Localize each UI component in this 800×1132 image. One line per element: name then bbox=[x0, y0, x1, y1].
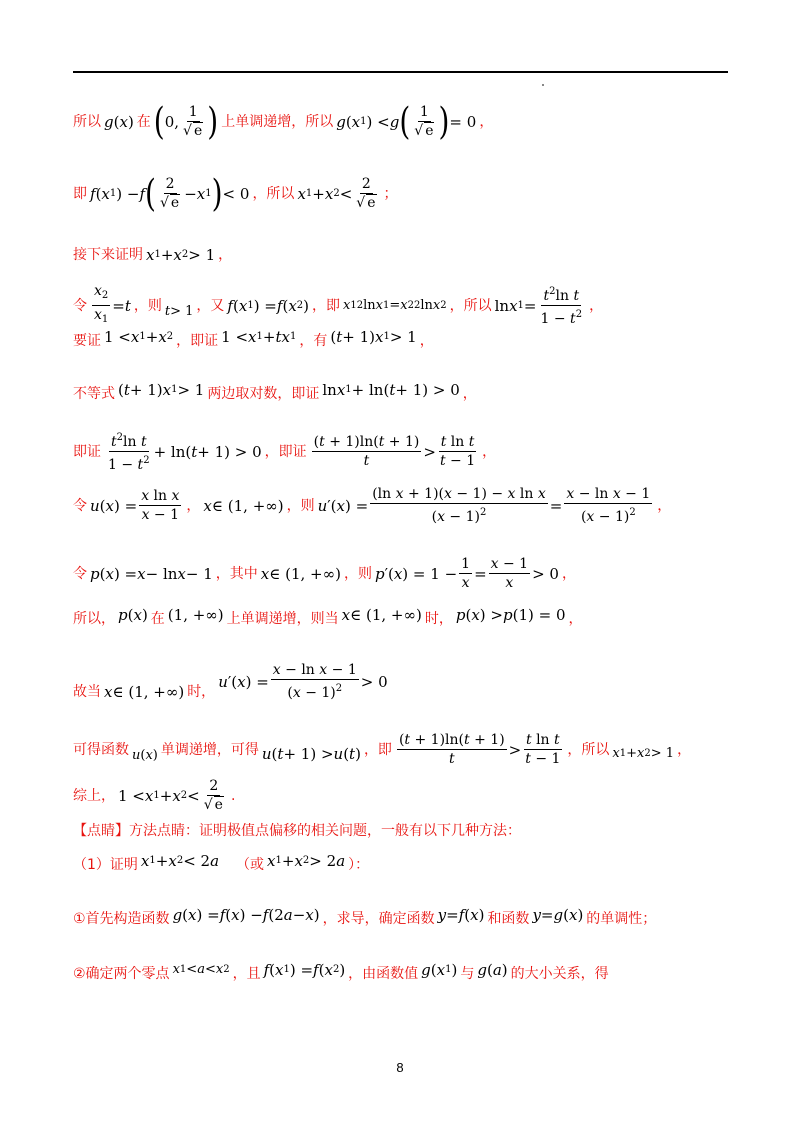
formula: f ( x 1 ) = f ( x 2 ) bbox=[263, 961, 346, 979]
text: 与 bbox=[460, 966, 475, 982]
line-5 bbox=[73, 330, 434, 352]
line-4 bbox=[73, 283, 603, 328]
text: ， bbox=[677, 741, 692, 758]
formula: $\frac{x_2}{x_1}$ = t bbox=[94, 283, 131, 325]
text: ，又 bbox=[196, 297, 225, 314]
formula: f ( x 1 ) = f ( x 2 ) bbox=[227, 296, 310, 315]
formula: 1 < x 1 + x 2 bbox=[104, 328, 174, 346]
text: ，则 bbox=[286, 497, 315, 514]
text: ②确定两个零点 bbox=[73, 966, 170, 982]
text: 可得函数 bbox=[73, 741, 129, 758]
text: ， bbox=[218, 247, 233, 263]
page-number: 8 bbox=[396, 1060, 404, 1075]
formula: x ∈ (1, +∞) bbox=[260, 564, 341, 583]
text: ， bbox=[462, 386, 477, 402]
line-2 bbox=[73, 170, 398, 216]
text: ， bbox=[568, 611, 583, 627]
line-7 bbox=[73, 430, 496, 473]
formula: g ( x 1 ) bbox=[421, 961, 458, 979]
formula: t > 1 bbox=[164, 303, 194, 319]
formula: $\frac{(t + 1)\ln(t + 1)}{t}$ > $\frac{\text{t ln t}}{t - 1}$ bbox=[313, 434, 476, 469]
line-14 bbox=[73, 820, 521, 842]
formula: (1, +∞) bbox=[167, 606, 224, 624]
text: 在 bbox=[150, 611, 165, 627]
text: ， bbox=[657, 497, 672, 514]
formula: p ( x ) bbox=[118, 606, 148, 624]
formula: x 1 + x 2 > 1 bbox=[612, 745, 675, 761]
text: ， bbox=[479, 113, 494, 130]
speck bbox=[542, 84, 544, 86]
formula: g ( x ) = f ( x ) − f (2 a − x ) bbox=[172, 906, 320, 924]
text: ， bbox=[482, 443, 497, 460]
formula: x 1 + x 2 < 2 a bbox=[140, 852, 220, 870]
text: 所以 bbox=[73, 113, 101, 130]
line-3 bbox=[73, 244, 232, 266]
text: ，且 bbox=[232, 966, 261, 982]
line-9 bbox=[73, 556, 576, 591]
text: 即证 bbox=[73, 443, 101, 460]
formula: p ′( x ) = 1 − $\frac{1}{x}$ = $\frac{x - 1}{x}$ > 0 bbox=[374, 556, 559, 591]
formula: y = g ( x ) bbox=[532, 906, 584, 924]
line-15 bbox=[73, 854, 369, 876]
text: ，所以 bbox=[252, 185, 295, 202]
formula: p ( x ) = x − ln x − 1 bbox=[90, 564, 213, 583]
text: 要证 bbox=[73, 333, 101, 349]
text: ，即证 bbox=[176, 333, 219, 349]
text: ，其中 bbox=[215, 565, 258, 582]
text: 接下来证明 bbox=[73, 247, 143, 263]
line-8 bbox=[73, 486, 671, 525]
text: 上单调递增，则当 bbox=[226, 611, 339, 627]
formula: $\frac{(t + 1)\ln(t + 1)}{t}$ > $\frac{\text{t ln t}}{t - 1}$ bbox=[398, 732, 561, 767]
formula: ln x 1 = $\frac{t^2\ln t}{1 - t^2}$ bbox=[494, 286, 583, 327]
text: 在 bbox=[136, 113, 151, 130]
formula: g ( x ) bbox=[104, 112, 134, 131]
header-rule bbox=[73, 71, 728, 73]
text: ； bbox=[383, 185, 398, 202]
text: ， bbox=[561, 565, 576, 582]
text: ， bbox=[589, 297, 604, 314]
formula: x 1 + x 2 > 1 bbox=[146, 246, 216, 264]
text: ， bbox=[186, 497, 201, 514]
text: ，则 bbox=[133, 297, 162, 314]
formula: u ( t + 1) > u ( t ) bbox=[261, 744, 361, 763]
text: ，所以 bbox=[449, 297, 492, 314]
formula: u ′( x ) = $\frac{\text{x − ln x − 1}}{(x - 1)^2}$ > 0 bbox=[218, 662, 388, 701]
text: 令 bbox=[73, 497, 87, 514]
text: 的单调性； bbox=[586, 911, 657, 927]
text: 令 bbox=[73, 297, 87, 314]
formula: g ( x 1 ) < g ( $\frac{1}{√ e}$ ) = 0 bbox=[336, 98, 477, 144]
formula: x ∈ (1, +∞) bbox=[341, 606, 422, 624]
text: 即 bbox=[73, 185, 87, 202]
formula: u ( x ) bbox=[132, 747, 158, 763]
text: ，由函数值 bbox=[348, 966, 419, 982]
text: 令 bbox=[73, 565, 87, 582]
formula: x ∈ (1, +∞) bbox=[203, 496, 284, 515]
text: 的大小关系，得 bbox=[510, 966, 609, 982]
formula: x 1 < a < x 2 bbox=[172, 962, 230, 977]
text: 【点睛】方法点睛：证明极值点偏移的相关问题，一般有以下几种方法： bbox=[73, 823, 521, 839]
text: ，所以 bbox=[567, 741, 610, 758]
text: 不等式 bbox=[73, 386, 115, 402]
formula: $\frac{t^2\ln t}{1 - t^2}$ + ln( t + 1) > 0 bbox=[108, 432, 262, 473]
line-12 bbox=[73, 732, 691, 767]
formula: x 1 + x 2 < $\frac{2}{√ e}$ bbox=[297, 176, 376, 211]
formula: ( t + 1) x 1 > 1 bbox=[118, 381, 205, 399]
formula: ln x 1 + ln( t + 1) > 0 bbox=[322, 381, 460, 399]
text: ，有 bbox=[299, 333, 328, 349]
formula: ( t + 1) x 1 > 1 bbox=[330, 328, 417, 346]
formula: p ( x ) > p (1) = 0 bbox=[455, 606, 566, 624]
text: 时， bbox=[187, 683, 216, 700]
text: 单调递增，可得 bbox=[160, 741, 259, 758]
line-6 bbox=[73, 383, 477, 405]
formula: ( 0, $\frac{1}{√ e}$ ) bbox=[153, 98, 219, 144]
text: ，求导，确定函数 bbox=[322, 911, 435, 927]
line-11 bbox=[73, 662, 391, 701]
line-1 bbox=[73, 98, 494, 144]
text: ，则 bbox=[343, 565, 372, 582]
formula: x 1 2 ln x 1 = x 2 2 ln x 2 bbox=[343, 297, 447, 313]
text: 两边取对数，即证 bbox=[207, 386, 320, 402]
line-17 bbox=[73, 963, 609, 985]
line-13 bbox=[73, 778, 235, 813]
formula: x ∈ (1, +∞) bbox=[104, 682, 185, 701]
text: . bbox=[230, 787, 236, 804]
text: 故当 bbox=[73, 683, 101, 700]
text: ①首先构造函数 bbox=[73, 911, 170, 927]
formula: x 1 + x 2 > 2 a bbox=[267, 852, 346, 870]
text: （1）证明 bbox=[73, 857, 138, 873]
text: 综上， bbox=[73, 787, 115, 804]
formula: u ( x ) = $\frac{\text{x ln x}}{x - 1}$ bbox=[90, 488, 180, 523]
formula: 1 < x 1 + tx 1 bbox=[221, 328, 297, 346]
text: 所以， bbox=[73, 611, 115, 627]
line-16 bbox=[73, 908, 656, 930]
text: （或 bbox=[236, 857, 265, 873]
text: ，即 bbox=[312, 297, 341, 314]
formula: y = f ( x ) bbox=[437, 906, 485, 924]
formula: f ( x 1 ) − f ( $\frac{2}{√ e}$ − x 1 ) < 0 bbox=[90, 170, 250, 216]
formula: u ′( x ) = $\frac{\text{(ln x + 1)(x − 1) − x ln x}}{(x - 1)^2}$ = $\frac{\text{x − ln x − 1}}{(x - 1)^2}$ bbox=[317, 486, 651, 525]
text: 和函数 bbox=[487, 911, 530, 927]
line-10 bbox=[73, 608, 583, 630]
formula: g ( a ) bbox=[477, 961, 508, 979]
text: ，即 bbox=[363, 741, 392, 758]
text: 时， bbox=[424, 611, 453, 627]
text: 上单调递增，所以 bbox=[221, 113, 334, 130]
text: ，即证 bbox=[264, 443, 307, 460]
text: ， bbox=[419, 333, 434, 349]
formula: 1 < x 1 + x 2 < $\frac{2}{√ e}$ bbox=[118, 778, 223, 813]
text: ）： bbox=[348, 857, 370, 873]
